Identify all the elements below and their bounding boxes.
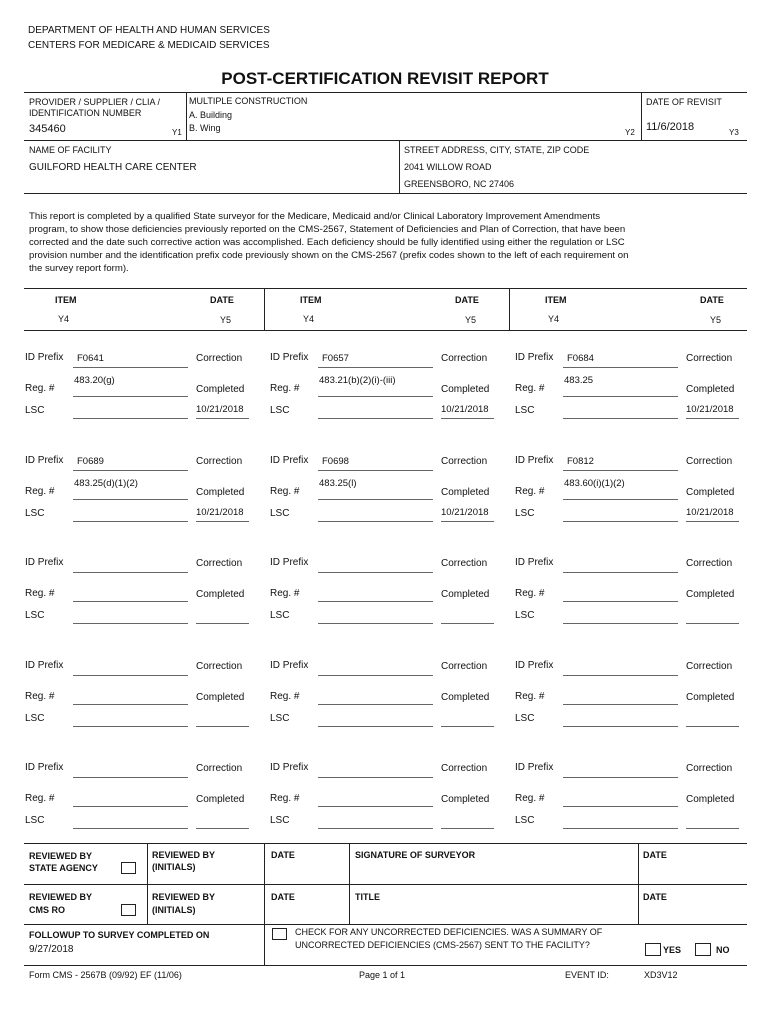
completed-label: Completed bbox=[196, 692, 245, 703]
id-prefix-label: ID Prefix bbox=[515, 660, 554, 671]
date-header-1: DATE bbox=[455, 295, 479, 305]
title-label: TITLE bbox=[355, 892, 380, 902]
date-label-3: DATE bbox=[271, 892, 295, 902]
completed-label: Completed bbox=[441, 692, 490, 703]
correction-label: Correction bbox=[196, 763, 243, 774]
reg-value: 483.21(b)(2)(i)-(iii) bbox=[319, 375, 396, 386]
lsc-label: LSC bbox=[25, 713, 45, 724]
yes-label: YES bbox=[663, 945, 682, 955]
code-y1: Y1 bbox=[172, 128, 182, 137]
check-text-1: CHECK FOR ANY UNCORRECTED DEFICIENCIES. WAS A SUMMARY OF bbox=[295, 927, 603, 937]
item-code-0: Y4 bbox=[58, 314, 70, 324]
id-prefix-value: F0689 bbox=[77, 456, 104, 467]
reg-label: Reg. # bbox=[25, 793, 55, 804]
completed-label: Completed bbox=[441, 589, 490, 600]
reviewed-state-label: REVIEWED BY bbox=[29, 851, 93, 861]
date-code-0: Y5 bbox=[220, 315, 232, 325]
correction-label: Correction bbox=[441, 558, 488, 569]
completed-date: 10/21/2018 bbox=[686, 507, 734, 518]
reg-label: Reg. # bbox=[25, 588, 55, 599]
id-prefix-label: ID Prefix bbox=[270, 762, 309, 773]
reg-value: 483.20(g) bbox=[74, 375, 115, 386]
facility-name-label: NAME OF FACILITY bbox=[29, 145, 112, 155]
cms-ro-label: CMS RO bbox=[29, 905, 65, 915]
street-address: 2041 WILLOW ROAD bbox=[404, 162, 492, 172]
reg-label: Reg. # bbox=[25, 486, 55, 497]
id-prefix-label: ID Prefix bbox=[270, 352, 309, 363]
id-prefix-label: ID Prefix bbox=[270, 660, 309, 671]
completed-label: Completed bbox=[196, 384, 245, 395]
correction-label: Correction bbox=[441, 456, 488, 467]
lsc-label: LSC bbox=[270, 508, 290, 519]
code-y3: Y3 bbox=[729, 128, 739, 137]
facility-name: GUILFORD HEALTH CARE CENTER bbox=[29, 162, 197, 173]
item-header-1: ITEM bbox=[300, 295, 322, 305]
reg-label: Reg. # bbox=[515, 588, 545, 599]
correction-label: Correction bbox=[686, 661, 733, 672]
reg-label: Reg. # bbox=[25, 691, 55, 702]
reg-label: Reg. # bbox=[270, 793, 300, 804]
completed-label: Completed bbox=[196, 487, 245, 498]
reg-value: 483.25(l) bbox=[319, 478, 357, 489]
reg-label: Reg. # bbox=[515, 691, 545, 702]
construction-label: MULTIPLE CONSTRUCTION bbox=[189, 96, 308, 106]
state-agency-label: STATE AGENCY bbox=[29, 863, 98, 873]
no-checkbox[interactable] bbox=[695, 943, 711, 956]
no-label: NO bbox=[716, 945, 730, 955]
cms-ro-checkbox[interactable] bbox=[121, 904, 136, 916]
uncorrected-checkbox[interactable] bbox=[272, 928, 287, 940]
reg-label: Reg. # bbox=[270, 691, 300, 702]
reg-label: Reg. # bbox=[270, 486, 300, 497]
completed-label: Completed bbox=[196, 589, 245, 600]
id-prefix-label: ID Prefix bbox=[515, 352, 554, 363]
city-state-zip: GREENSBORO, NC 27406 bbox=[404, 179, 515, 189]
provider-number: 345460 bbox=[29, 123, 66, 135]
lsc-label: LSC bbox=[270, 713, 290, 724]
lsc-label: LSC bbox=[515, 405, 535, 416]
completed-date: 10/21/2018 bbox=[686, 404, 734, 415]
id-prefix-value: F0812 bbox=[567, 456, 594, 467]
completed-label: Completed bbox=[686, 487, 735, 498]
item-code-2: Y4 bbox=[548, 314, 560, 324]
page-number: Page 1 of 1 bbox=[359, 970, 406, 980]
correction-label: Correction bbox=[196, 456, 243, 467]
completed-label: Completed bbox=[441, 384, 490, 395]
reg-label: Reg. # bbox=[515, 486, 545, 497]
date-header-0: DATE bbox=[210, 295, 234, 305]
item-header-2: ITEM bbox=[545, 295, 567, 305]
id-prefix-label: ID Prefix bbox=[515, 557, 554, 568]
completed-date: 10/21/2018 bbox=[196, 507, 244, 518]
date-label-1: DATE bbox=[271, 850, 295, 860]
id-prefix-label: ID Prefix bbox=[25, 762, 64, 773]
date-label-4: DATE bbox=[643, 892, 667, 902]
correction-label: Correction bbox=[686, 456, 733, 467]
intro-paragraph: This report is completed by a qualified State surveyor for the Medicare, Medicaid and/or Clinical Laboratory Improvement Amendments program, to show those deficiencies previously reported on the CMS-2567, Statement of Deficiencies and Plan of Correction, that have been corrected and the date such corrective action was accomplished. Each deficiency should be fully identified using either the regulation or LSC provision number and the identification prefix code previously shown on the CMS-2567 (prefix codes shown to the left of each requirement on the survey report form). bbox=[29, 211, 629, 274]
followup-label: FOLLOWUP TO SURVEY COMPLETED ON bbox=[29, 930, 210, 940]
page-title: POST-CERTIFICATION REVISIT REPORT bbox=[221, 69, 549, 88]
dept-name: DEPARTMENT OF HEALTH AND HUMAN SERVICES bbox=[28, 25, 270, 36]
correction-label: Correction bbox=[196, 661, 243, 672]
id-prefix-value: F0684 bbox=[567, 353, 594, 364]
reg-label: Reg. # bbox=[25, 383, 55, 394]
id-prefix-label: ID Prefix bbox=[25, 352, 64, 363]
form-number: Form CMS - 2567B (09/92) EF (11/06) bbox=[29, 970, 182, 980]
reg-value: 483.60(i)(1)(2) bbox=[564, 478, 625, 489]
correction-label: Correction bbox=[686, 353, 733, 364]
id-prefix-label: ID Prefix bbox=[25, 557, 64, 568]
id-prefix-label: ID Prefix bbox=[270, 557, 309, 568]
reg-label: Reg. # bbox=[270, 588, 300, 599]
completed-label: Completed bbox=[196, 794, 245, 805]
lsc-label: LSC bbox=[270, 405, 290, 416]
wing-label: B. Wing bbox=[189, 123, 221, 133]
id-prefix-label: ID Prefix bbox=[25, 660, 64, 671]
id-prefix-label: ID Prefix bbox=[515, 455, 554, 466]
reg-label: Reg. # bbox=[515, 383, 545, 394]
completed-label: Completed bbox=[441, 794, 490, 805]
correction-label: Correction bbox=[196, 558, 243, 569]
lsc-label: LSC bbox=[515, 508, 535, 519]
signature-label: SIGNATURE OF SURVEYOR bbox=[355, 850, 476, 860]
revisit-label: DATE OF REVISIT bbox=[646, 97, 722, 107]
lsc-label: LSC bbox=[270, 610, 290, 621]
lsc-label: LSC bbox=[25, 610, 45, 621]
check-text-2: UNCORRECTED DEFICIENCIES (CMS-2567) SENT TO THE FACILITY? bbox=[295, 940, 590, 950]
lsc-label: LSC bbox=[25, 508, 45, 519]
item-header-0: ITEM bbox=[55, 295, 77, 305]
completed-label: Completed bbox=[686, 384, 735, 395]
correction-label: Correction bbox=[686, 763, 733, 774]
reg-label: Reg. # bbox=[515, 793, 545, 804]
initials-label-2: REVIEWED BY bbox=[152, 892, 216, 902]
id-prefix-value: F0641 bbox=[77, 353, 104, 364]
initials-sub-1: (INITIALS) bbox=[152, 862, 196, 872]
reg-label: Reg. # bbox=[270, 383, 300, 394]
completed-label: Completed bbox=[686, 692, 735, 703]
date-code-2: Y5 bbox=[710, 315, 722, 325]
yes-checkbox[interactable] bbox=[645, 943, 661, 956]
lsc-label: LSC bbox=[515, 713, 535, 724]
date-header-2: DATE bbox=[700, 295, 724, 305]
event-id: XD3V12 bbox=[644, 970, 678, 980]
date-code-1: Y5 bbox=[465, 315, 477, 325]
id-prefix-label: ID Prefix bbox=[515, 762, 554, 773]
centers-name: CENTERS FOR MEDICARE & MEDICAID SERVICES bbox=[28, 40, 270, 51]
completed-date: 10/21/2018 bbox=[441, 507, 489, 518]
initials-label-1: REVIEWED BY bbox=[152, 850, 216, 860]
reg-value: 483.25(d)(1)(2) bbox=[74, 478, 138, 489]
id-prefix-label: ID Prefix bbox=[25, 455, 64, 466]
completed-label: Completed bbox=[686, 589, 735, 600]
correction-label: Correction bbox=[196, 353, 243, 364]
reviewed-cms-label: REVIEWED BY bbox=[29, 892, 93, 902]
provider-label-2: IDENTIFICATION NUMBER bbox=[29, 108, 142, 118]
lsc-label: LSC bbox=[515, 610, 535, 621]
completed-date: 10/21/2018 bbox=[196, 404, 244, 415]
lsc-label: LSC bbox=[270, 815, 290, 826]
id-prefix-label: ID Prefix bbox=[270, 455, 309, 466]
followup-date: 9/27/2018 bbox=[29, 944, 74, 955]
event-id-label: EVENT ID: bbox=[565, 970, 609, 980]
completed-label: Completed bbox=[686, 794, 735, 805]
state-agency-checkbox[interactable] bbox=[121, 862, 136, 874]
date-label-2: DATE bbox=[643, 850, 667, 860]
initials-sub-2: (INITIALS) bbox=[152, 905, 196, 915]
correction-label: Correction bbox=[441, 763, 488, 774]
revisit-date: 11/6/2018 bbox=[646, 121, 695, 133]
lsc-label: LSC bbox=[515, 815, 535, 826]
id-prefix-value: F0657 bbox=[322, 353, 349, 364]
correction-label: Correction bbox=[441, 661, 488, 672]
correction-label: Correction bbox=[686, 558, 733, 569]
reg-value: 483.25 bbox=[564, 375, 594, 386]
lsc-label: LSC bbox=[25, 405, 45, 416]
completed-label: Completed bbox=[441, 487, 490, 498]
id-prefix-value: F0698 bbox=[322, 456, 349, 467]
code-y2: Y2 bbox=[625, 128, 635, 137]
building-label: A. Building bbox=[189, 110, 233, 120]
address-label: STREET ADDRESS, CITY, STATE, ZIP CODE bbox=[404, 145, 590, 155]
provider-label: PROVIDER / SUPPLIER / CLIA / bbox=[29, 97, 161, 107]
lsc-label: LSC bbox=[25, 815, 45, 826]
correction-label: Correction bbox=[441, 353, 488, 364]
item-code-1: Y4 bbox=[303, 314, 315, 324]
completed-date: 10/21/2018 bbox=[441, 404, 489, 415]
